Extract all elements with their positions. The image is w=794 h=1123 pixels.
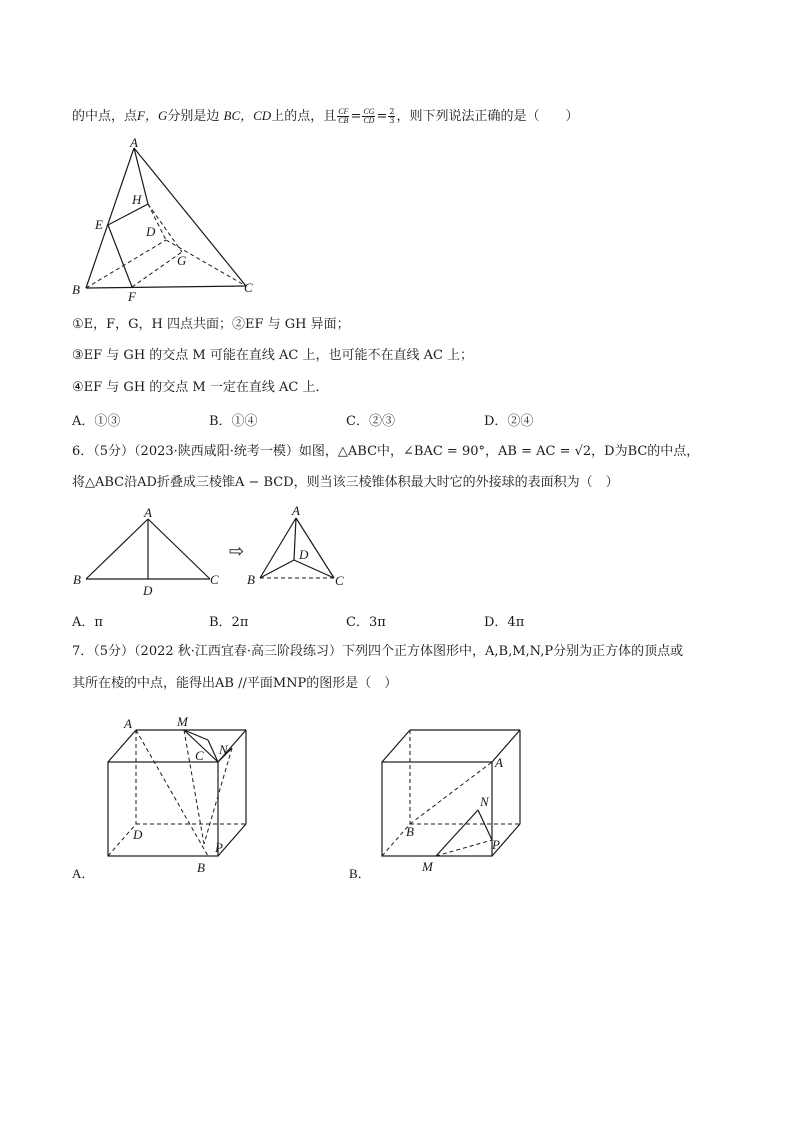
edge-bd-dashed — [86, 240, 166, 288]
label-g: G — [177, 253, 187, 268]
label-d: D — [143, 583, 153, 598]
q5-stem-text: 分别是边 — [167, 109, 220, 124]
edge-ad — [294, 518, 296, 560]
label-f: F — [128, 289, 136, 304]
label-b: B — [406, 824, 414, 839]
q6-stem-line1: 6．（5分）（2023·陕西咸阳·统考一模）如图，△ABC中，∠BAC = 90°，AB = AC = √2，D为BC的中点， — [72, 444, 700, 459]
seg-mc — [184, 730, 208, 740]
edge-ac — [148, 519, 210, 579]
label-a: A — [144, 505, 152, 520]
fraction-two-thirds — [388, 108, 395, 125]
edge-ab — [86, 148, 134, 288]
label-c: C — [195, 748, 204, 763]
label-d: D — [133, 827, 143, 842]
edge-fg-dashed — [132, 252, 182, 287]
q7-cube-a-figure — [100, 712, 270, 882]
q5-stem-edges: BC，CD — [223, 108, 272, 123]
label-d: D — [299, 547, 309, 562]
frac-numerator: CF — [338, 107, 349, 116]
label-d: D — [146, 224, 156, 239]
edge-ac — [134, 148, 246, 286]
q5-option-d[interactable]: D．②④ — [484, 414, 534, 429]
label-c: C — [210, 572, 219, 587]
label-n: N — [480, 794, 489, 809]
q5-stem-text: ，则下列说法正确的是（ ） — [396, 109, 579, 124]
label-p: P — [492, 837, 500, 852]
q7-option-a[interactable]: A． — [72, 866, 95, 881]
cube-edge — [108, 730, 136, 762]
label-p: P — [215, 840, 223, 855]
q5-option-b[interactable]: B．①④ — [209, 414, 258, 429]
q6-option-a[interactable]: A．π — [72, 615, 103, 630]
label-m: M — [422, 859, 433, 874]
label-n: N — [219, 742, 228, 757]
q5-stem-points: F，G — [137, 108, 168, 123]
hidden-edge — [108, 824, 136, 856]
cube-front-face — [382, 762, 492, 856]
q6-stem-line2: 将△ABC沿AD折叠成三棱锥A − BCD，则当该三棱锥体积最大时它的外接球的表面积为（ ） — [72, 475, 619, 490]
q7-stem-line1: 7．（5分）（2022 秋·江西宜春·高三阶段练习）下列四个正方体图形中，A,B,M,N,P分别为正方体的顶点或 — [72, 644, 684, 659]
label-b: B — [247, 572, 255, 587]
label-a: A — [130, 135, 138, 150]
q7-stem-line2: 其所在棱的中点，能得出AB //平面MNP的图形是（ ） — [72, 676, 398, 691]
q5-option-c[interactable]: C．②③ — [346, 414, 395, 429]
q6-figure-triangle — [70, 505, 230, 605]
fraction-cf-cb — [337, 108, 349, 125]
cube-edge — [382, 730, 410, 762]
edge-ef — [108, 225, 132, 287]
q5-stem: 的中点，点F，G分别是边 BC，CD上的点，且 $\frac{CF}{CB}$ = $\frac{CG}{CD}$ = $\frac{2}{3}$ ，则下列说法正确的是（ ） — [72, 107, 579, 125]
q6-figure-pyramid — [244, 502, 364, 602]
q5-option-a[interactable]: A．①③ — [72, 414, 121, 429]
label-b: B — [72, 282, 80, 297]
label-c: C — [244, 280, 253, 295]
frac-numerator: 2 — [389, 107, 395, 116]
label-h: H — [132, 192, 142, 207]
q5-stem-text: 的中点，点 — [72, 109, 138, 124]
label-a: A — [124, 716, 132, 731]
frac-denominator: CD — [363, 116, 375, 125]
q6-option-d[interactable]: D．4π — [484, 615, 525, 630]
q5-stem-text: 上的点，且 — [271, 109, 337, 124]
q5-statement-3: ④EF 与 GH 的交点 M 一定在直线 AC 上． — [72, 380, 329, 395]
label-a: A — [495, 755, 503, 770]
label-e: E — [95, 217, 103, 232]
seg-np — [478, 810, 492, 840]
edge-ab — [86, 519, 148, 579]
q6-option-c[interactable]: C．3π — [346, 615, 386, 630]
q5-statement-1: ①E，F，G，H 四点共面；②EF 与 GH 异面； — [72, 317, 350, 332]
seg-mp-dashed — [436, 840, 492, 856]
frac-numerator: CG — [363, 107, 375, 116]
q5-statement-2: ③EF 与 GH 的交点 M 可能在直线 AC 上，也可能不在直线 AC 上； — [72, 348, 474, 363]
seg-mn — [436, 810, 478, 856]
label-b: B — [197, 860, 205, 875]
edge-bc — [86, 286, 246, 288]
q5-tetrahedron-figure — [70, 135, 270, 308]
q6-option-b[interactable]: B．2π — [209, 615, 249, 630]
label-a: A — [292, 503, 300, 518]
frac-denominator: 3 — [389, 116, 395, 125]
cube-front-face — [108, 762, 218, 856]
q7-cube-b-figure — [374, 712, 544, 882]
q7-option-b[interactable]: B． — [349, 866, 371, 881]
fold-arrow-icon: ⇨ — [229, 541, 245, 561]
seg-c — [208, 740, 218, 762]
label-c: C — [335, 573, 344, 588]
frac-denominator: CB — [338, 116, 349, 125]
label-m: M — [177, 714, 188, 729]
label-b: B — [73, 572, 81, 587]
fraction-cg-cd — [362, 108, 375, 125]
